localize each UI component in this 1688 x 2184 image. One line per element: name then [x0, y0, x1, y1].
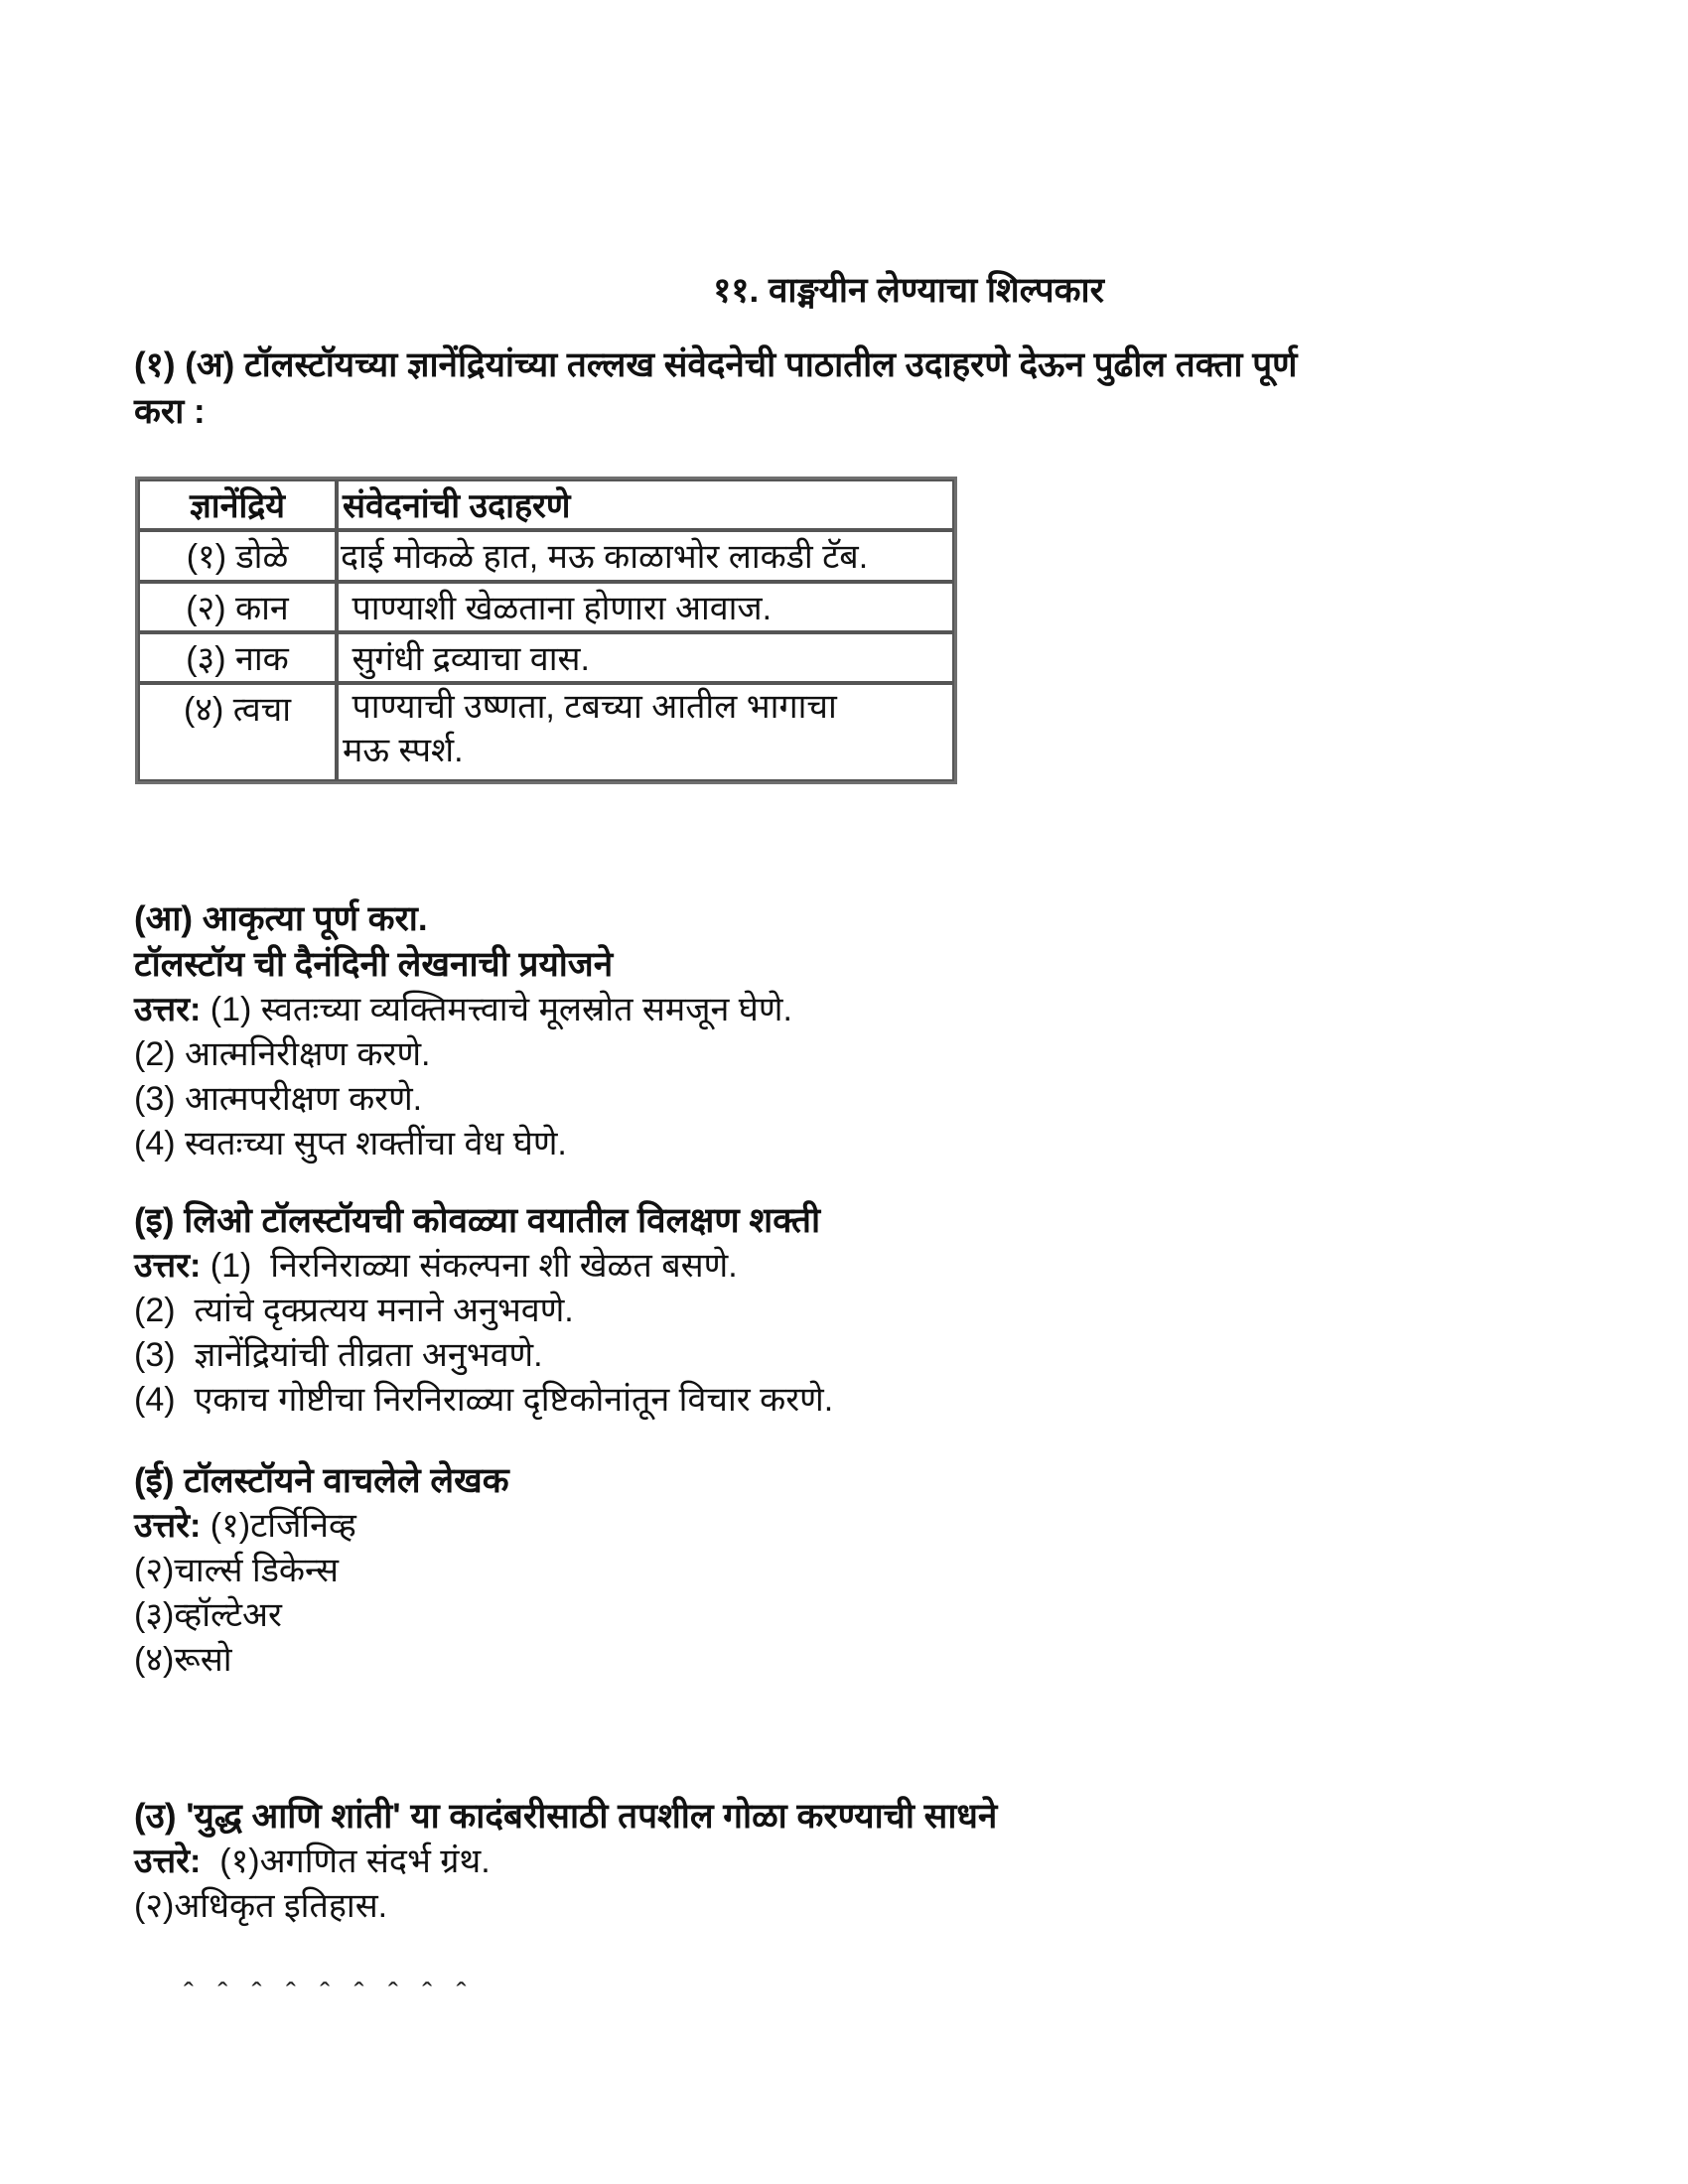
answer-text: (१)टर्जिनिव्ह — [201, 1507, 356, 1545]
question-ii-heading: (ई) टॉलस्टॉयने वाचलेले लेखक — [134, 1461, 509, 1500]
table-cell: (१) डोळे — [138, 530, 337, 581]
answer-line: (4) एकाच गोष्टीचा निरनिराळ्या दृष्टिकोनांतून विचार करणे. — [134, 1381, 834, 1419]
table-cell: (२) कान — [138, 582, 337, 632]
answer-line: (2) त्यांचे दृक्प्रत्यय मनाने अनुभवणे. — [134, 1292, 574, 1329]
table-row — [138, 683, 954, 781]
table-header-cell: संवेदनांची उदाहरणे — [337, 479, 954, 530]
question-i-heading: (इ) लिओ टॉलस्टॉयची कोवळ्या वयातील विलक्षण शक्ती — [134, 1201, 821, 1240]
answer-line — [134, 1840, 491, 1884]
table-cell: (३) नाक — [138, 632, 337, 683]
answer-text: (1) निरनिराळ्या संकल्पना शी खेळत बसणे. — [201, 1247, 738, 1285]
question-aa-subheading: टॉलस्टॉय ची दैनंदिनी लेखनाची प्रयोजने — [134, 945, 614, 984]
question-aa-heading: (आ) आकृत्या पूर्ण करा. — [134, 899, 428, 938]
answer-label: उत्तर: — [134, 1247, 202, 1285]
table-header-cell: ज्ञानेंद्रिये — [138, 479, 337, 530]
question-1a-heading-line2: करा : — [134, 392, 206, 431]
answer-line: (२)अधिकृत इतिहास. — [134, 1887, 388, 1925]
senses-table — [135, 477, 957, 784]
answer-label: उत्तरे: — [134, 1507, 202, 1545]
table-cell: (४) त्वचा — [138, 683, 337, 781]
table-cell: दाई मोकळे हात, मऊ काळाभोर लाकडी टॅब. — [337, 530, 954, 581]
answer-line: (2) आत्मनिरीक्षण करणे. — [134, 1035, 431, 1073]
answer-line: (३)व्हॉल्टेअर — [134, 1596, 282, 1634]
answer-line — [134, 1244, 738, 1289]
cut-off-text-line: ˆ ˆ ˆ ˆ ˆ ˆ ˆ ˆ ˆ — [184, 1978, 475, 2010]
question-u-heading: (उ) 'युद्ध आणि शांती' या कादंबरीसाठी तपशील गोळा करण्याची साधने — [134, 1797, 998, 1836]
table-cell-line: पाण्याची उष्णता, टबच्या आतील भागाचा — [343, 688, 837, 727]
table-row — [138, 632, 954, 683]
answer-label: उत्तरे: — [134, 1843, 202, 1880]
table-row — [138, 582, 954, 632]
chapter-title: ११. वाङ्मयीन लेण्याचा शिल्पकार — [713, 271, 1104, 310]
answer-text: (1) स्वतःच्या व्यक्तिमत्त्वाचे मूलस्रोत समजून घेणे. — [201, 991, 792, 1028]
answer-text: (१)अगणित संदर्भ ग्रंथ. — [201, 1843, 491, 1880]
answer-line — [134, 988, 792, 1032]
table-cell: पाण्याशी खेळताना होणारा आवाज. — [337, 582, 954, 632]
table-cell — [337, 683, 954, 781]
answer-line — [134, 1504, 356, 1549]
answer-label: उत्तर: — [134, 991, 202, 1028]
answer-line: (४)रूसो — [134, 1641, 232, 1679]
answer-line: (3) आत्मपरीक्षण करणे. — [134, 1080, 423, 1118]
table-header-row — [138, 479, 954, 530]
question-1a-heading-line1: (१) (अ) टॉलस्टॉयच्या ज्ञानेंद्रियांच्या तल्लख संवेदनेची पाठातील उदाहरणे देऊन पुढील तक्ता पूर्ण — [134, 345, 1298, 384]
answer-line: (२)चार्ल्स डिकेन्स — [134, 1552, 339, 1589]
answer-line: (4) स्वतःच्या सुप्त शक्तींचा वेध घेणे. — [134, 1125, 567, 1162]
answer-line: (3) ज्ञानेंद्रियांची तीव्रता अनुभवणे. — [134, 1336, 543, 1374]
table-cell: सुगंधी द्रव्याचा वास. — [337, 632, 954, 683]
table-cell-line: मऊ स्पर्श. — [343, 732, 464, 770]
table-row — [138, 530, 954, 581]
